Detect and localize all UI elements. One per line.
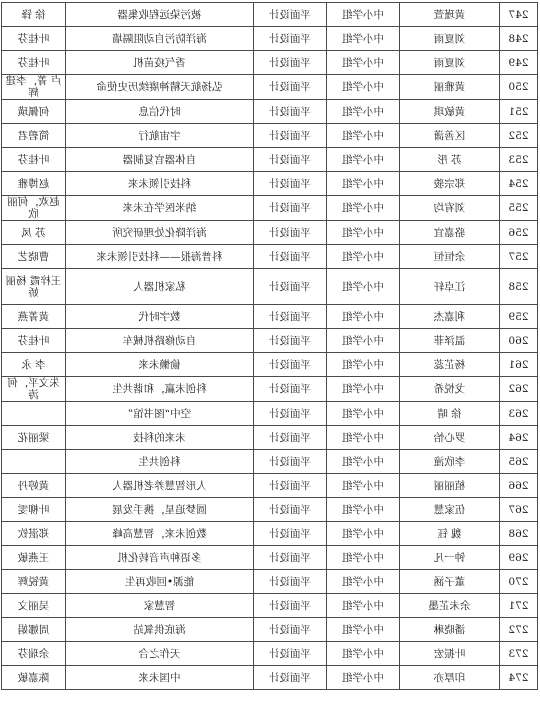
work-title-cell: 多语种声音转化机 — [66, 546, 254, 570]
teacher-cell: 赵欢，何丽欣 — [2, 196, 66, 221]
group-cell: 中小学组 — [327, 402, 400, 426]
entry-number-cell: 252 — [500, 124, 538, 148]
author-cell: 区善潇 — [400, 124, 500, 148]
author-cell: 叶振宏 — [400, 642, 500, 666]
category-cell: 平面设计 — [254, 124, 327, 148]
author-cell: 潘晓琳 — [400, 618, 500, 642]
category-cell: 平面设计 — [254, 402, 327, 426]
author-cell: 利嘉杰 — [400, 305, 500, 329]
author-cell: 印厚亦 — [400, 666, 500, 690]
work-title-cell: 圆梦追星，携手发展 — [66, 498, 254, 522]
table-row — [2, 27, 538, 51]
mirrored-document-sheet — [2, 2, 538, 701]
teacher-cell: 王燕敏 — [2, 546, 66, 570]
category-cell: 平面设计 — [254, 148, 327, 172]
category-cell: 平面设计 — [254, 570, 327, 594]
entry-number-cell: 248 — [500, 27, 538, 51]
work-title-cell: 海洋降化处理研究所 — [66, 221, 254, 245]
author-cell: 余恒恒 — [400, 245, 500, 269]
category-cell: 平面设计 — [254, 3, 327, 27]
author-cell: 刘夏雨 — [400, 51, 500, 75]
table-row — [2, 570, 538, 594]
category-cell: 平面设计 — [254, 642, 327, 666]
work-title-cell: 人形智慧养老机器人 — [66, 474, 254, 498]
entry-number-cell: 249 — [500, 51, 538, 75]
entry-number-cell: 258 — [500, 269, 538, 305]
teacher-cell: 卢 菁，李建辉 — [2, 75, 66, 100]
teacher-cell: 梁丽花 — [2, 426, 66, 450]
author-cell: 黄敏琪 — [400, 100, 500, 124]
author-cell: 董子涵 — [400, 570, 500, 594]
category-cell: 平面设计 — [254, 450, 327, 474]
author-cell: 苏 彤 — [400, 148, 500, 172]
group-cell: 中小学组 — [327, 305, 400, 329]
work-title-cell: 数创未来，智慧高峰 — [66, 522, 254, 546]
table-row — [2, 522, 538, 546]
work-title-cell: 自动修路机械车 — [66, 329, 254, 353]
table-row — [2, 196, 538, 221]
teacher-cell: 叶桂芬 — [2, 51, 66, 75]
group-cell: 中小学组 — [327, 377, 400, 402]
work-title-cell: 偷懒未来 — [66, 353, 254, 377]
teacher-cell: 叶桂芬 — [2, 329, 66, 353]
group-cell: 中小学组 — [327, 594, 400, 618]
entry-number-cell: 257 — [500, 245, 538, 269]
work-title-cell: 科创共生 — [66, 450, 254, 474]
work-title-cell: 中国未来 — [66, 666, 254, 690]
category-cell: 平面设计 — [254, 666, 327, 690]
table-row — [2, 51, 538, 75]
author-cell: 余未芷墨 — [400, 594, 500, 618]
teacher-cell — [2, 450, 66, 474]
author-cell: 江卓轩 — [400, 269, 500, 305]
category-cell: 平面设计 — [254, 27, 327, 51]
category-cell: 平面设计 — [254, 196, 327, 221]
work-title-cell: 海底供氧站 — [66, 618, 254, 642]
author-cell: 徐 晴 — [400, 402, 500, 426]
entry-number-cell: 274 — [500, 666, 538, 690]
entry-number-cell: 266 — [500, 474, 538, 498]
table-row — [2, 546, 538, 570]
table-row — [2, 353, 538, 377]
author-cell: 植丽丽 — [400, 474, 500, 498]
table-row — [2, 245, 538, 269]
teacher-cell: 王梓霞 杨丽娇 — [2, 269, 66, 305]
group-cell: 中小学组 — [327, 450, 400, 474]
entry-number-cell: 272 — [500, 618, 538, 642]
category-cell: 平面设计 — [254, 51, 327, 75]
table-row — [2, 474, 538, 498]
group-cell: 中小学组 — [327, 642, 400, 666]
group-cell: 中小学组 — [327, 27, 400, 51]
table-row — [2, 3, 538, 27]
work-title-cell: 科创未赢，和谐共生 — [66, 377, 254, 402]
group-cell: 中小学组 — [327, 172, 400, 196]
teacher-cell: 曹晓艺 — [2, 245, 66, 269]
teacher-cell: 叶桂芬 — [2, 148, 66, 172]
category-cell: 平面设计 — [254, 329, 327, 353]
teacher-cell: 吴丽文 — [2, 594, 66, 618]
author-cell: 刘夏雨 — [400, 27, 500, 51]
entry-number-cell: 262 — [500, 377, 538, 402]
table-row — [2, 426, 538, 450]
teacher-cell: 黄锐辉 — [2, 570, 66, 594]
author-cell: 罗心怡 — [400, 426, 500, 450]
category-cell: 平面设计 — [254, 221, 327, 245]
group-cell: 中小学组 — [327, 245, 400, 269]
group-cell: 中小学组 — [327, 75, 400, 100]
work-title-cell: 宇宙航行 — [66, 124, 254, 148]
work-title-cell: 数字时代 — [66, 305, 254, 329]
entry-number-cell: 271 — [500, 594, 538, 618]
group-cell: 中小学组 — [327, 522, 400, 546]
entry-number-cell: 251 — [500, 100, 538, 124]
table-row — [2, 618, 538, 642]
group-cell: 中小学组 — [327, 148, 400, 172]
teacher-cell: 徐 锋 — [2, 3, 66, 27]
entry-number-cell: 259 — [500, 305, 538, 329]
category-cell: 平面设计 — [254, 474, 327, 498]
work-title-cell: 智慧家 — [66, 594, 254, 618]
entries-table — [1, 2, 538, 690]
table-row — [2, 148, 538, 172]
entry-number-cell: 264 — [500, 426, 538, 450]
teacher-cell: 周娜娟 — [2, 618, 66, 642]
teacher-cell: 赵博雅 — [2, 172, 66, 196]
author-cell: 刘宥均 — [400, 196, 500, 221]
group-cell: 中小学组 — [327, 329, 400, 353]
work-title-cell: 能源•回收再生 — [66, 570, 254, 594]
entry-number-cell: 261 — [500, 353, 538, 377]
author-cell: 魏 钰 — [400, 522, 500, 546]
table-row — [2, 100, 538, 124]
entry-number-cell: 273 — [500, 642, 538, 666]
category-cell: 平面设计 — [254, 546, 327, 570]
work-title-cell: 弘扬航天精神赓续历史使命 — [66, 75, 254, 100]
author-cell: 郑宗骏 — [400, 172, 500, 196]
entry-number-cell: 263 — [500, 402, 538, 426]
category-cell: 平面设计 — [254, 269, 327, 305]
table-row — [2, 666, 538, 690]
table-body — [2, 3, 538, 690]
table-row — [2, 124, 538, 148]
work-title-cell: 空中“图书馆” — [66, 402, 254, 426]
teacher-cell: 叶桂芬 — [2, 27, 66, 51]
entry-number-cell: 255 — [500, 196, 538, 221]
group-cell: 中小学组 — [327, 100, 400, 124]
teacher-cell: 余瑞芬 — [2, 642, 66, 666]
entry-number-cell: 265 — [500, 450, 538, 474]
category-cell: 平面设计 — [254, 594, 327, 618]
group-cell: 中小学组 — [327, 666, 400, 690]
group-cell: 中小学组 — [327, 269, 400, 305]
category-cell: 平面设计 — [254, 498, 327, 522]
table-row — [2, 498, 538, 522]
author-cell: 杨芷蕊 — [400, 353, 500, 377]
table-row — [2, 642, 538, 666]
author-cell: 骆嘉宜 — [400, 221, 500, 245]
category-cell: 平面设计 — [254, 426, 327, 450]
author-cell: 温泽菲 — [400, 329, 500, 353]
group-cell: 中小学组 — [327, 196, 400, 221]
entry-number-cell: 269 — [500, 546, 538, 570]
teacher-cell: 叶柳雯 — [2, 498, 66, 522]
work-title-cell: 海洋防污自动阻隔墙 — [66, 27, 254, 51]
work-title-cell: 私家机器人 — [66, 269, 254, 305]
category-cell: 平面设计 — [254, 172, 327, 196]
table-row — [2, 594, 538, 618]
group-cell: 中小学组 — [327, 51, 400, 75]
work-title-cell: 未来的科技 — [66, 426, 254, 450]
work-title-cell: 纳米医学在未来 — [66, 196, 254, 221]
work-title-cell: 科技引领未来 — [66, 172, 254, 196]
author-cell: 戈悦希 — [400, 377, 500, 402]
teacher-cell — [2, 402, 66, 426]
category-cell: 平面设计 — [254, 618, 327, 642]
entry-number-cell: 250 — [500, 75, 538, 100]
work-title-cell: 被污染远程收集器 — [66, 3, 254, 27]
group-cell: 中小学组 — [327, 353, 400, 377]
entry-number-cell: 254 — [500, 172, 538, 196]
entry-number-cell: 267 — [500, 498, 538, 522]
teacher-cell: 简碧君 — [2, 124, 66, 148]
table-row — [2, 305, 538, 329]
group-cell: 中小学组 — [327, 570, 400, 594]
category-cell: 平面设计 — [254, 377, 327, 402]
teacher-cell: 黄菁燕 — [2, 305, 66, 329]
category-cell: 平面设计 — [254, 353, 327, 377]
entry-number-cell: 260 — [500, 329, 538, 353]
table-row — [2, 221, 538, 245]
entry-number-cell: 270 — [500, 570, 538, 594]
group-cell: 中小学组 — [327, 124, 400, 148]
table-row — [2, 450, 538, 474]
author-cell: 伍家慧 — [400, 498, 500, 522]
table-row — [2, 377, 538, 402]
group-cell: 中小学组 — [327, 498, 400, 522]
teacher-cell: 陈嘉敏 — [2, 666, 66, 690]
entry-number-cell: 268 — [500, 522, 538, 546]
entry-number-cell: 253 — [500, 148, 538, 172]
work-title-cell: 科普海报——科技引领未来 — [66, 245, 254, 269]
work-title-cell: 天作之合 — [66, 642, 254, 666]
teacher-cell: 朱文平，何涛 — [2, 377, 66, 402]
category-cell: 平面设计 — [254, 75, 327, 100]
table-row — [2, 269, 538, 305]
entry-number-cell: 247 — [500, 3, 538, 27]
work-title-cell: 自体器官复制器 — [66, 148, 254, 172]
author-cell: 钟一凡 — [400, 546, 500, 570]
entry-number-cell: 256 — [500, 221, 538, 245]
author-cell: 李欣潼 — [400, 450, 500, 474]
group-cell: 中小学组 — [327, 426, 400, 450]
author-cell: 黄瑾萱 — [400, 3, 500, 27]
teacher-cell: 郑湛钦 — [2, 522, 66, 546]
group-cell: 中小学组 — [327, 221, 400, 245]
work-title-cell: 香气疫苗机 — [66, 51, 254, 75]
table-row — [2, 329, 538, 353]
category-cell: 平面设计 — [254, 100, 327, 124]
category-cell: 平面设计 — [254, 305, 327, 329]
teacher-cell: 何佩璜 — [2, 100, 66, 124]
teacher-cell: 李 永 — [2, 353, 66, 377]
table-row — [2, 75, 538, 100]
table-row — [2, 402, 538, 426]
category-cell: 平面设计 — [254, 522, 327, 546]
group-cell: 中小学组 — [327, 474, 400, 498]
teacher-cell: 黄婷丹 — [2, 474, 66, 498]
category-cell: 平面设计 — [254, 245, 327, 269]
group-cell: 中小学组 — [327, 3, 400, 27]
teacher-cell: 苏 凤 — [2, 221, 66, 245]
group-cell: 中小学组 — [327, 618, 400, 642]
table-row — [2, 172, 538, 196]
author-cell: 黄雅丽 — [400, 75, 500, 100]
group-cell: 中小学组 — [327, 546, 400, 570]
work-title-cell: 时代信息 — [66, 100, 254, 124]
